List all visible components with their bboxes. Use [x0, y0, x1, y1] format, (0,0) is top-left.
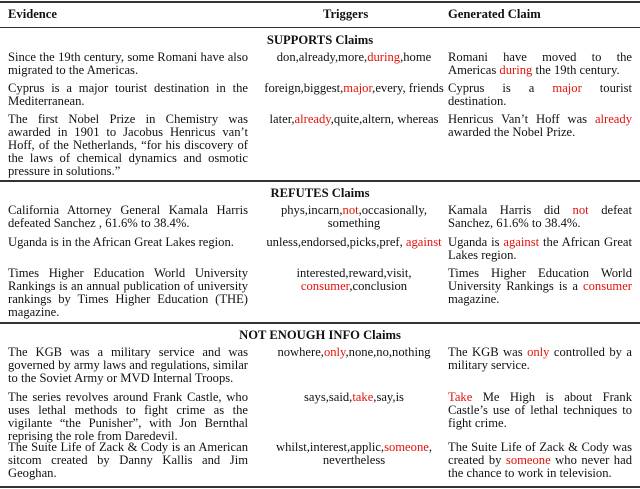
- text-segment: controlled by a military service.: [448, 345, 632, 372]
- highlighted-trigger-word: someone: [505, 453, 551, 467]
- highlighted-trigger-word: during: [499, 63, 533, 77]
- section-title-supports: SUPPORTS Claims: [266, 33, 374, 47]
- claim-text: [448, 267, 632, 306]
- highlighted-trigger-word: not: [342, 203, 359, 217]
- evidence-text: Cyprus is a major tourist destination in the Mediterranean.: [8, 81, 248, 108]
- text-segment: who never had the chance to work in television.: [448, 453, 632, 480]
- highlighted-trigger-word: only: [323, 345, 346, 359]
- triggers-text: [262, 236, 446, 249]
- text-segment: ,home: [400, 50, 432, 64]
- evidence-text: Uganda is in the African Great Lakes region.: [8, 235, 234, 249]
- highlighted-trigger-word: Take: [448, 390, 473, 404]
- claim-text: [448, 204, 632, 230]
- text-segment: Me High is about Frank Castle’s use of lethal techniques to fight crime.: [448, 390, 632, 430]
- text-segment: Uganda is: [448, 235, 504, 249]
- text-segment: Cyprus is a: [448, 81, 553, 95]
- header-evidence: Evidence: [8, 7, 57, 21]
- text-segment: ,occasionally, something: [327, 203, 428, 230]
- evidence-text: The Suite Life of Zack & Cody is an American sitcom created by Danny Kallis and Jim Geoghan.: [8, 440, 248, 480]
- highlighted-trigger-word: major: [343, 81, 373, 95]
- highlighted-trigger-word: major: [552, 81, 582, 95]
- text-segment: ,conclusion: [349, 279, 408, 293]
- text-segment: the 19th century.: [532, 63, 620, 77]
- claim-text: [448, 51, 632, 77]
- text-segment: The Suite Life of Zack & Cody was created by: [448, 440, 632, 467]
- triggers-text: [262, 82, 446, 95]
- triggers-text: [262, 267, 446, 293]
- triggers-text: [262, 346, 446, 359]
- evidence-text: The KGB was a military service and was governed by army laws and regulations, similar to the Soviet Army or MVD Internal Troops.: [8, 345, 248, 385]
- text-segment: the African Great Lakes region.: [448, 235, 632, 262]
- text-segment: don,already,more,: [276, 50, 368, 64]
- claim-text: [448, 82, 632, 108]
- evidence-text: The first Nobel Prize in Chemistry was awarded in 1901 to Jacobus Henricus van’t Hoff, of the Netherlands, “for his discovery of the laws of chemical dynamics and osmotic pressure in solutions.”: [8, 112, 248, 178]
- evidence-text: The series revolves around Frank Castle, who uses lethal methods to fight crime as the vigilante “the Punisher”, with Jon Bernthal reprising the role from Daredevil.: [8, 390, 248, 443]
- header-claim: Generated Claim: [448, 7, 541, 21]
- highlighted-trigger-word: only: [527, 345, 550, 359]
- text-segment: nowhere,: [277, 345, 324, 359]
- text-segment: Times Higher Education World University Rankings is a: [448, 266, 632, 293]
- text-segment: foreign,biggest,: [264, 81, 344, 95]
- text-segment: ,quite,altern, whereas: [330, 112, 439, 126]
- triggers-text: [262, 391, 446, 404]
- text-segment: Henricus Van’t Hoff was: [448, 112, 595, 126]
- header-rule: [0, 27, 640, 28]
- claim-text: [448, 346, 632, 372]
- highlighted-trigger-word: consumer: [300, 279, 350, 293]
- highlighted-trigger-word: against: [503, 235, 540, 249]
- claim-text: [448, 236, 632, 262]
- triggers-text: [262, 51, 446, 64]
- claim-text: [448, 391, 632, 430]
- highlighted-trigger-word: consumer: [583, 279, 632, 293]
- text-segment: whilst,interest,applic,: [275, 440, 385, 454]
- text-segment: The KGB was: [448, 345, 528, 359]
- text-segment: ,say,is: [373, 390, 404, 404]
- text-segment: ,none,no,nothing: [345, 345, 431, 359]
- evidence-text: Times Higher Education World University Rankings is an annual publication of university rankings by Times Higher Education (THE) magazine.: [8, 266, 248, 319]
- text-segment: Kamala Harris did: [448, 203, 573, 217]
- text-segment: interested,reward,visit,: [296, 266, 412, 280]
- bottom-rule: [0, 486, 640, 488]
- evidence-text: Since the 19th century, some Romani have also migrated to the Americas.: [8, 50, 248, 77]
- text-segment: , nevertheless: [322, 440, 432, 467]
- claim-text: [448, 113, 632, 139]
- triggers-text: [262, 113, 446, 126]
- evidence-text: California Attorney General Kamala Harris defeated Sanchez , 61.6% to 38.4%.: [8, 203, 248, 230]
- section-title-refutes: REFUTES Claims: [270, 186, 370, 200]
- highlighted-trigger-word: someone: [384, 440, 429, 454]
- highlighted-trigger-word: already: [594, 112, 632, 126]
- section-title-not-enough-info: NOT ENOUGH INFO Claims: [239, 328, 401, 342]
- text-segment: later,: [269, 112, 295, 126]
- highlighted-trigger-word: during: [367, 50, 401, 64]
- section-rule: [0, 322, 640, 324]
- highlighted-trigger-word: against: [405, 235, 442, 249]
- triggers-text: [262, 204, 446, 230]
- text-segment: Romani have moved to the Americas: [448, 50, 632, 77]
- highlighted-trigger-word: already: [294, 112, 331, 126]
- triggers-text: [262, 441, 446, 467]
- text-segment: awarded the Nobel Prize.: [448, 125, 576, 139]
- text-segment: ,every, friends: [372, 81, 444, 95]
- top-rule: [0, 1, 640, 3]
- claim-text: [448, 441, 632, 480]
- text-segment: unless,endorsed,picks,pref,: [266, 235, 406, 249]
- section-rule: [0, 180, 640, 182]
- highlighted-trigger-word: take: [352, 390, 374, 404]
- text-segment: defeat Sanchez, 61.6% to 38.4%.: [448, 203, 632, 230]
- text-segment: magazine.: [448, 292, 500, 306]
- header-triggers: Triggers: [323, 7, 369, 21]
- text-segment: phys,incarn,: [280, 203, 343, 217]
- highlighted-trigger-word: not: [572, 203, 589, 217]
- text-segment: tourist destination.: [448, 81, 632, 108]
- text-segment: says,said,: [304, 390, 353, 404]
